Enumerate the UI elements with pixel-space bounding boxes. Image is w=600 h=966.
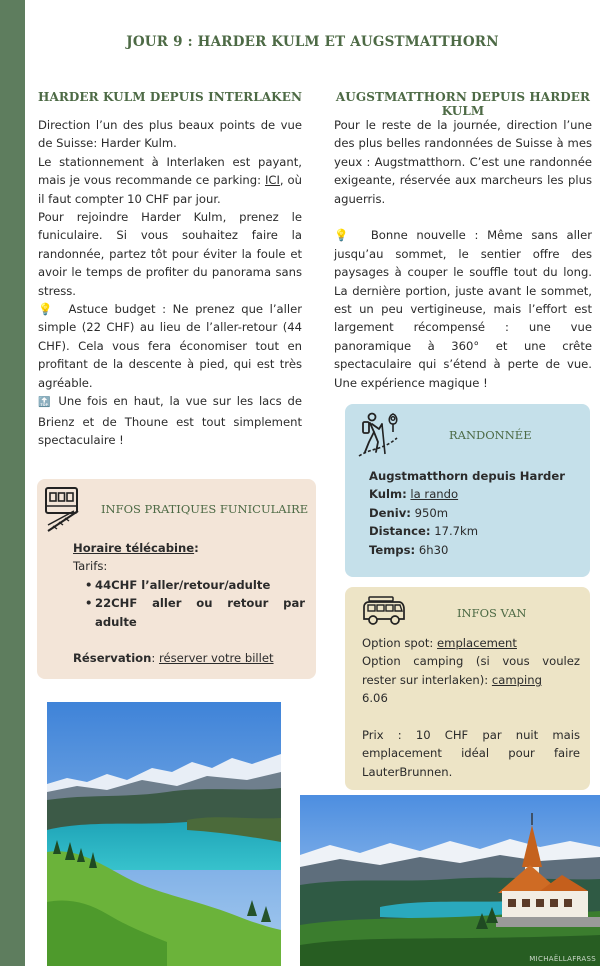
lake-brienz-photo: [47, 702, 281, 966]
paragraph: Pour le reste de la journée, direction l’une des plus belles randonnées de Suisse à mes yeux : Augstmatthorn. C’est une randonnée exigeante, réservée aux marcheurs les plus aguerris.: [334, 118, 592, 206]
harder-kulm-photo: [300, 795, 600, 966]
van-icon: [361, 595, 407, 627]
list-item: • 44CHF l’aller/retour/adulte: [85, 576, 305, 594]
randonnee-info-box: [345, 404, 590, 577]
deniv-line: Deniv: 950m: [369, 505, 449, 520]
spot-line: Option spot: emplacement: [362, 636, 517, 650]
distance-line: Distance: 17.7km: [369, 524, 479, 539]
hiker-icon: [357, 410, 405, 458]
funiculaire-info-box: [37, 479, 316, 679]
price-line: Prix : 10 CHF par nuit mais emplacement idéal pour faire LauterBrunnen.: [362, 728, 580, 779]
side-accent-bar: [0, 0, 25, 966]
augstmatthorn-heading: AUGSTMATTHORN DEPUIS HARDER KULM: [335, 90, 591, 118]
photo-credit: MICHAËLLAFRASS: [529, 955, 596, 963]
van-box-content: [362, 634, 580, 781]
page-title: JOUR 9 : HARDER KULM ET AUGSTMATTHORN: [126, 34, 499, 50]
temps-line: Temps: 6h30: [369, 542, 449, 557]
paragraph: Direction l’un des plus beaux points de vue de Suisse: Harder Kulm.: [38, 118, 302, 151]
reservation-link[interactable]: réserver votre billet: [158, 651, 274, 666]
camping-line: Option camping (si vous voulez rester sur interlaken): camping 6.06: [362, 654, 580, 706]
randonnee-box-content: [369, 467, 581, 559]
reservation-line: Réservation: réserver votre billet: [73, 651, 274, 666]
schedule-link[interactable]: Horaire télécabine: [73, 541, 195, 555]
paragraph: 💡 Astuce budget : Ne prenez que l’aller simple (22 CHF) au lieu de l’aller-retour (44 CHF). Cela vous fera économiser tout en profitant de la descente à pied, qui est très agréable.: [38, 302, 303, 390]
paragraph: Pour rejoindre Harder Kulm, prenez le funiculaire. Si vous souhaitez faire la randonnée, partez tôt pour éviter la foule et avoir le temps de profiter du panorama sans stress.: [38, 210, 302, 298]
camping-link[interactable]: camping: [491, 672, 542, 687]
tarifs-label: Tarifs:: [73, 559, 108, 574]
spot-link[interactable]: emplacement: [437, 636, 517, 650]
cable-car-icon: [44, 485, 80, 535]
funiculaire-box-content: [73, 539, 305, 668]
paragraph: 🔝 Une fois en haut, la vue sur les lacs de Brienz et de Thoune est tout simplement spectaculaire !: [38, 394, 302, 447]
top-arrow-icon: 🔝: [38, 397, 53, 409]
van-info-box: [345, 587, 590, 790]
harder-kulm-text: [38, 116, 302, 449]
harder-kulm-heading: HARDER KULM DEPUIS INTERLAKEN: [38, 90, 303, 104]
lightbulb-icon: 💡: [334, 228, 354, 243]
paragraph: 💡 Bonne nouvelle : Même sans aller jusqu’au sommet, le sentier offre des paysages à couper le souffle tout du long. La dernière portion, juste avant le sommet, est un peu vertigineuse, mais l’effort est largement récompensé : une vue panoramique à 360° et une crête spectaculaire qui s’étend à perte de vue. Une expérience magique !: [334, 228, 593, 390]
list-item: • 22CHF aller ou retour par adulte: [85, 594, 305, 631]
funiculaire-box-title: INFOS PRATIQUES FUNICULAIRE: [101, 502, 309, 516]
randonnee-box-title: RANDONNÉE: [449, 428, 532, 442]
parking-link[interactable]: ICI: [264, 173, 280, 188]
rando-link[interactable]: la rando: [410, 487, 459, 502]
van-box-title: INFOS VAN: [457, 606, 527, 620]
lightbulb-icon: 💡: [38, 302, 56, 317]
hike-name-line: Augstmatthorn depuis Harder Kulm: la rando: [369, 469, 565, 502]
augstmatthorn-text: [334, 116, 592, 392]
tarifs-list: [85, 576, 305, 631]
paragraph: Le stationnement à Interlaken est payant, mais je vous recommande ce parking: ICI, où il faut compter 10 CHF par jour.: [38, 154, 302, 206]
schedule-line: Horaire télécabine:: [73, 541, 199, 555]
